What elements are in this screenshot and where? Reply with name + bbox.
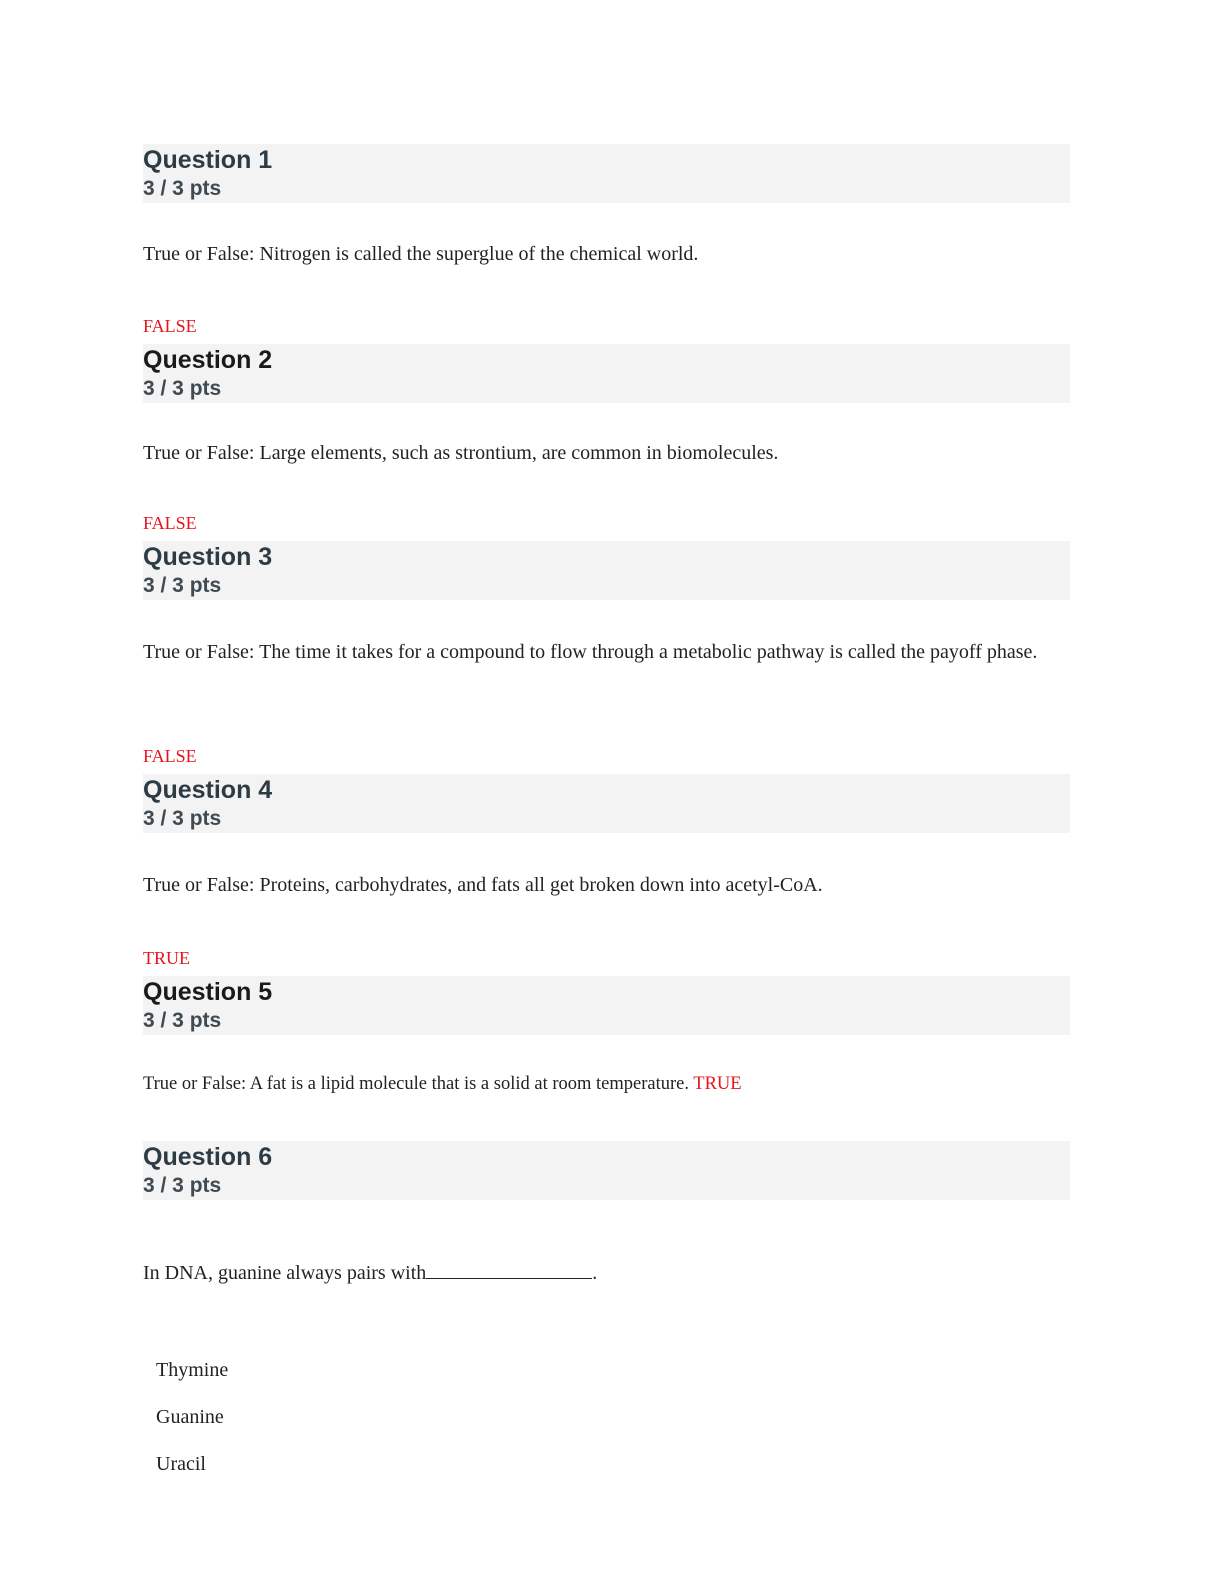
question-3-title: Question 3: [143, 543, 273, 571]
question-5-title: Question 5: [143, 978, 273, 1006]
question-2-answer: FALSE: [143, 513, 197, 533]
question-4-text: True or False: Proteins, carbohydrates, and fats all get broken down into acetyl-CoA.: [143, 874, 823, 896]
question-2-header: [143, 344, 1070, 403]
option-guanine[interactable]: Guanine: [156, 1406, 224, 1428]
question-6-header: [143, 1141, 1070, 1200]
question-2-text: True or False: Large elements, such as strontium, are common in biomolecules.: [143, 442, 779, 464]
question-2-points: 3 / 3 pts: [143, 377, 222, 400]
question-5-text: True or False: A fat is a lipid molecule that is a solid at room temperature.: [143, 1074, 689, 1094]
question-1-points: 3 / 3 pts: [143, 177, 222, 200]
question-1-text: True or False: Nitrogen is called the superglue of the chemical world.: [143, 243, 699, 265]
question-1-answer: FALSE: [143, 316, 197, 336]
option-thymine[interactable]: Thymine: [156, 1359, 229, 1381]
question-5-points: 3 / 3 pts: [143, 1009, 222, 1032]
answer-blank: [426, 1260, 592, 1279]
question-5-text-line: [143, 1068, 1070, 1101]
question-6-text-line: [143, 1257, 1070, 1290]
question-3-text: True or False: The time it takes for a compound to flow through a metabolic pathway is called the payoff phase.: [143, 641, 1038, 663]
question-4-header: [143, 774, 1070, 833]
question-6-points: 3 / 3 pts: [143, 1174, 222, 1197]
question-1-title: Question 1: [143, 146, 273, 174]
question-6-text: In DNA, guanine always pairs with: [143, 1262, 427, 1284]
question-6-text-end: .: [592, 1262, 598, 1284]
question-1-header: [143, 144, 1070, 203]
question-3-points: 3 / 3 pts: [143, 574, 222, 597]
question-4-title: Question 4: [143, 776, 273, 804]
question-6-title: Question 6: [143, 1143, 273, 1171]
question-4-answer: TRUE: [143, 948, 190, 968]
question-3-header: [143, 541, 1070, 600]
question-5-answer: TRUE: [693, 1074, 742, 1094]
option-uracil[interactable]: Uracil: [156, 1453, 206, 1475]
question-3-answer: FALSE: [143, 746, 197, 766]
question-4-points: 3 / 3 pts: [143, 807, 222, 830]
question-2-title: Question 2: [143, 346, 273, 374]
question-5-header: [143, 976, 1070, 1035]
